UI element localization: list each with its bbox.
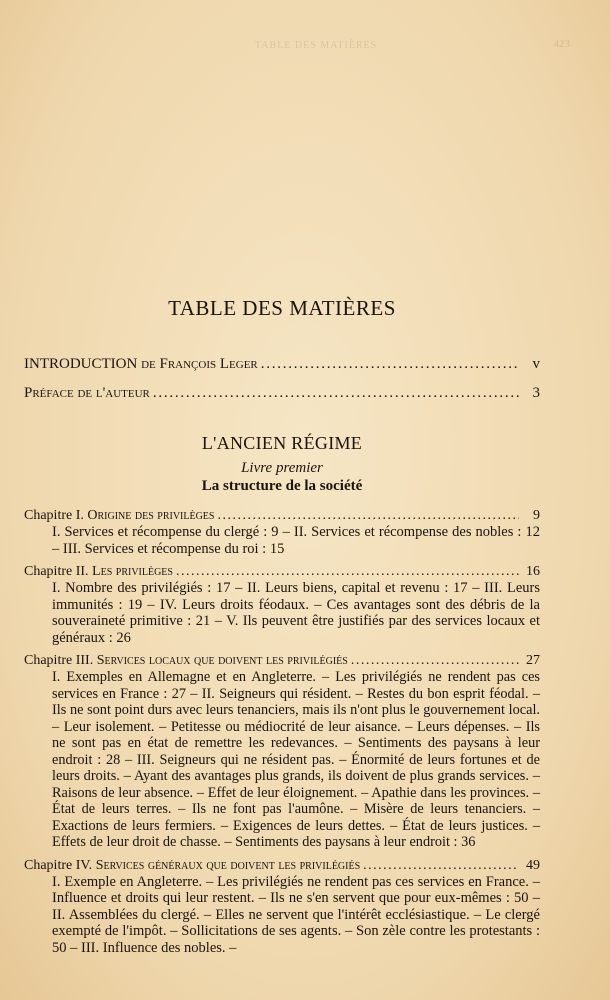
leader-dots [217, 507, 519, 524]
chapter-description: I. Nombre des privilégiés : 17 – II. Leurs biens, capital et revenu : 17 – III. Leurs immunités : 19 – IV. Leurs droits féodaux. – Ces avantages sont des débris de la souveraineté primitive : 21 – V. Ils peuvent être justifiés par des services locaux et généraux : 26 [52, 580, 540, 646]
leader-dots [261, 355, 519, 374]
chapter-entry [24, 563, 540, 646]
chapter-page-number: 27 [526, 653, 540, 668]
toc-entry-preface [24, 384, 540, 403]
chapter-page-number: 9 [533, 508, 540, 523]
toc-entry-label-sc: de François Leger [141, 356, 258, 372]
chapter-description: I. Exemples en Allemagne et en Angleterre. – Les privilégiés ne rendent pas ces services en France : 27 – II. Seigneurs qui résident. – Restes du bon esprit féodal. – Ils ne sont point durs avec leurs tenanciers, mais ils n'ont plus le gouvernement local. – Leur isolement. – Petitesse ou médiocrité de leur aisance. – Leurs dépenses. – Ils ne sont pas en état de remettre les redevances. – Sentiments des paysans à leur endroit : 28 – III. Seigneurs qui ne résident pas. – Énormité de leurs fortunes et de leurs droits. – Ayant des avantages plus grands, ils doivent de plus grands services. – Raisons de leur absence. – Effet de leur éloignement. – Apathie dans les provinces. – État de leurs terres. – Ils ne font pas l'aumône. – Misère de leurs tenanciers. – Exactions de leurs fermiers. – Exigences de leurs dettes. – État de leurs justices. – Effets de leur droit de chasse. – Sentiments des paysans à leur endroit : 36 [52, 669, 540, 850]
toc-entry-label: INTRODUCTION [24, 356, 142, 372]
book-title: La structure de la société [201, 478, 363, 494]
chapter-title: Origine des privilèges [87, 508, 215, 523]
toc-page-number: 3 [532, 385, 540, 401]
chapter-description: I. Exemple en Angleterre. – Les privilégiés ne rendent pas ces services en France. – Influence et droits qui leur restent. – Ils ne s'en servent que pour eux-mêmes : 50 – II. Assemblées du clergé. – Elles ne servent que l'intérêt ecclésiastique. – Le clergé exempté de l'impôt. – Sollicitations de ses agents. – Son zèle contre les protestants : 50 – III. Influence des nobles. – [52, 873, 540, 956]
chapter-title: Services locaux que doivent les privilégiés [96, 653, 348, 668]
chapter-prefix: Chapitre II. [24, 564, 93, 579]
section-title: L'ANCIEN RÉGIME [201, 433, 363, 453]
page-title: TABLE DES MATIÈRES [168, 296, 396, 320]
leader-dots [176, 563, 519, 580]
page-number: 423 [553, 38, 570, 50]
chapter-title: Les privilèges [92, 564, 173, 579]
chapter-title: Services généraux que doivent les privilégiés [95, 857, 361, 873]
leader-dots [363, 857, 519, 874]
chapter-page-number: 16 [526, 564, 540, 579]
chapter-page-number: 49 [526, 857, 540, 873]
toc-entry-introduction [24, 355, 540, 374]
chapter-entry [24, 507, 540, 557]
chapter-prefix: Chapitre I. [24, 508, 88, 523]
chapter-description: I. Services et récompense du clergé : 9 – II. Services et récompense des nobles : 12 – III. Services et récompense du roi : 15 [52, 524, 540, 557]
toc-page [24, 296, 540, 962]
chapter-entry [24, 652, 540, 851]
leader-dots [153, 384, 519, 403]
chapter-prefix: Chapitre III. [24, 653, 97, 668]
toc-entry-label-sc: Préface de l'auteur [24, 385, 150, 401]
toc-page-number: v [532, 356, 540, 372]
leader-dots [351, 652, 519, 669]
chapter-entry [24, 857, 540, 957]
running-head: TABLE DES MATIÈRES [255, 40, 378, 51]
chapter-prefix: Chapitre IV. [24, 857, 96, 873]
book-label: Livre premier [241, 460, 323, 476]
